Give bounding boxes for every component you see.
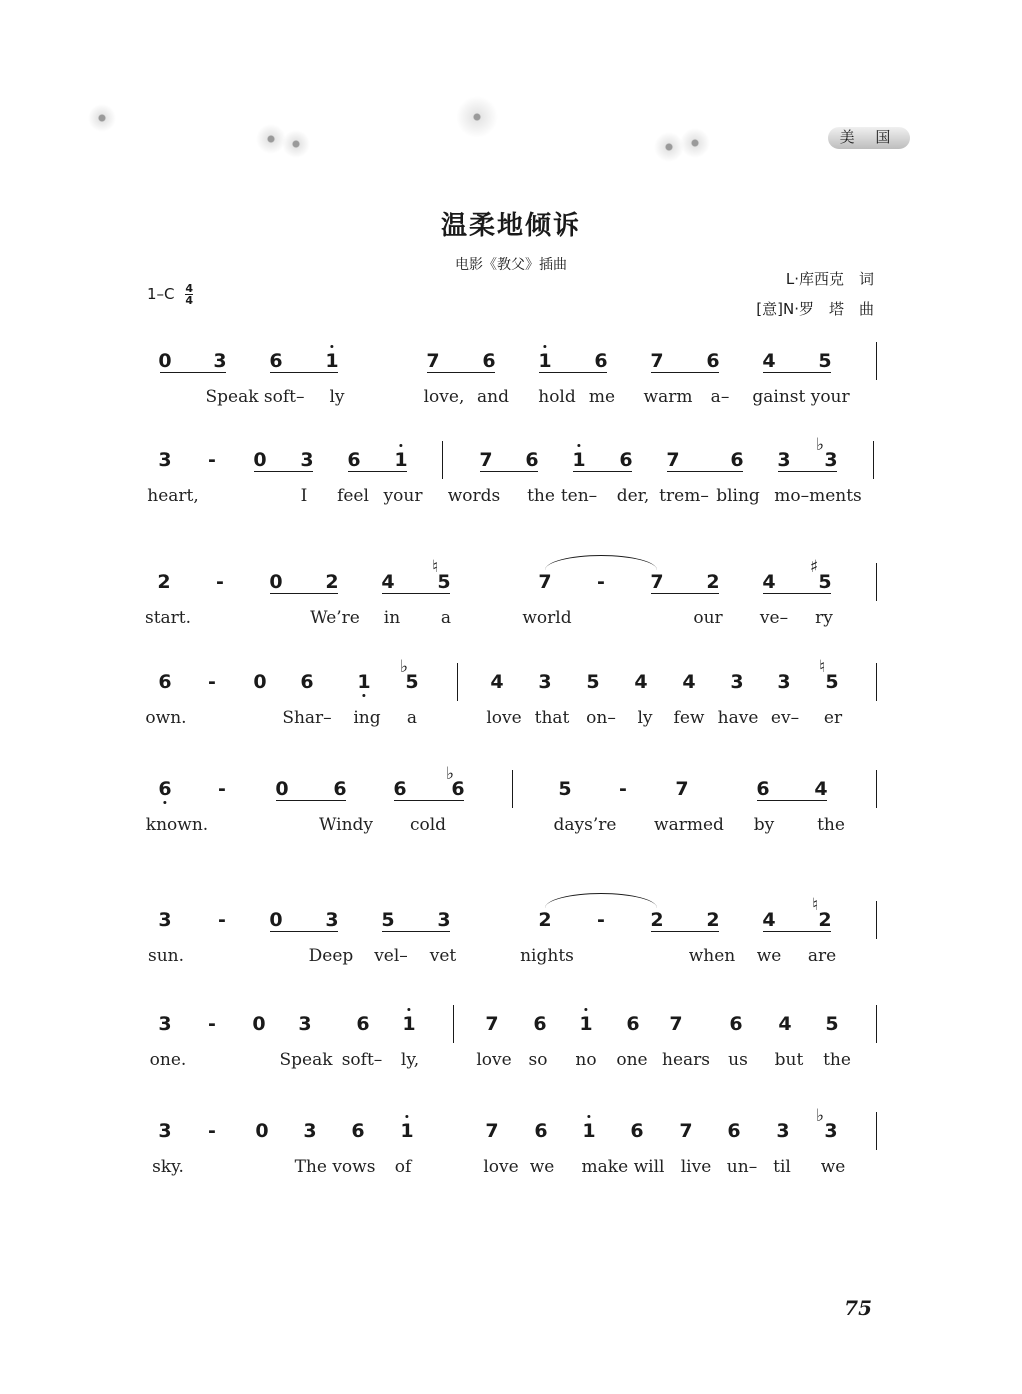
note: 3 <box>158 1120 172 1142</box>
lyric-syllable: er <box>823 708 843 728</box>
note: 7 <box>485 1120 499 1142</box>
composer-credit: [意]N·罗 塔 曲 <box>756 300 874 318</box>
lyric-syllable: soft– <box>341 1050 383 1070</box>
lyric-syllable: ly, <box>400 1050 420 1070</box>
note: 4 <box>490 671 504 693</box>
note: 3 <box>158 1013 172 1035</box>
lyric-syllable: heart, <box>147 486 199 506</box>
beam <box>254 471 313 472</box>
lyric-syllable: bling <box>716 486 760 506</box>
lyric-syllable: a <box>406 708 418 728</box>
time-denominator: 4 <box>185 294 193 307</box>
lyric-syllable: I <box>300 486 308 506</box>
note: 1 <box>394 449 408 471</box>
lyric-syllable: so <box>528 1050 548 1070</box>
beam <box>651 931 719 932</box>
note: 6 <box>333 778 347 800</box>
note: 7 <box>650 571 664 593</box>
lyric-syllable: live <box>680 1157 712 1177</box>
beam <box>763 931 831 932</box>
note: 2 <box>818 909 832 931</box>
beam <box>160 372 226 373</box>
note: 2 <box>706 571 720 593</box>
note: 1 <box>325 350 339 372</box>
lyric-syllable: we <box>820 1157 846 1177</box>
note: 6 <box>756 778 770 800</box>
lyric-syllable: The vows <box>294 1157 376 1177</box>
note: 3 <box>538 671 552 693</box>
barline <box>876 770 877 808</box>
lyric-syllable: of <box>394 1157 412 1177</box>
flower-icon <box>456 96 498 138</box>
note: 6 <box>347 449 361 471</box>
note: 6 <box>730 449 744 471</box>
beam <box>427 372 495 373</box>
note: 6 <box>300 671 314 693</box>
note: 4 <box>762 909 776 931</box>
note: 4 <box>762 571 776 593</box>
beam <box>539 372 607 373</box>
lyric-syllable: the <box>817 815 845 835</box>
beam <box>270 593 338 594</box>
lyric-syllable: that <box>534 708 570 728</box>
lyric-syllable: by <box>753 815 775 835</box>
lyric-syllable: are <box>807 946 837 966</box>
lyric-syllable: vet <box>429 946 457 966</box>
note: 6 <box>727 1120 741 1142</box>
barline <box>442 441 443 479</box>
lyric-syllable: Windy <box>318 815 374 835</box>
lyric-syllable: when <box>688 946 736 966</box>
beam <box>270 372 338 373</box>
note: 1 <box>357 671 371 693</box>
note: 3 <box>303 1120 317 1142</box>
note: 4 <box>381 571 395 593</box>
page-number: 75 <box>844 1296 872 1320</box>
note: 6 <box>158 778 172 800</box>
note: 2 <box>706 909 720 931</box>
lyric-syllable: make will <box>581 1157 665 1177</box>
lyric-syllable: one <box>616 1050 648 1070</box>
flower-icon <box>256 124 286 154</box>
note: 1 <box>402 1013 416 1035</box>
accidental: ♯ <box>809 557 819 577</box>
song-title: 温柔地倾诉 <box>440 211 581 241</box>
note: 6 <box>533 1013 547 1035</box>
lyric-syllable: the <box>527 486 555 506</box>
beam <box>270 931 338 932</box>
note: 3 <box>824 1120 838 1142</box>
beam <box>394 800 464 801</box>
lyric-syllable: til <box>773 1157 791 1177</box>
tie <box>545 555 657 570</box>
lyric-syllable: few <box>673 708 705 728</box>
lyric-syllable: world <box>522 608 572 628</box>
note: 7 <box>479 449 493 471</box>
lyric-syllable: have <box>717 708 759 728</box>
lyric-syllable: ly <box>637 708 653 728</box>
barline <box>876 342 877 380</box>
note: 1 <box>582 1120 596 1142</box>
beam <box>382 593 450 594</box>
accidental: ♭ <box>399 657 409 677</box>
lyric-syllable: warmed <box>654 815 724 835</box>
lyric-syllable: words <box>447 486 501 506</box>
note: 0 <box>275 778 289 800</box>
note: 6 <box>630 1120 644 1142</box>
note: 6 <box>158 671 172 693</box>
accidental: ♭ <box>445 764 455 784</box>
lyric-syllable: but <box>774 1050 804 1070</box>
lyric-syllable: us <box>728 1050 748 1070</box>
lyric-syllable: hold <box>538 387 576 407</box>
key-signature <box>147 283 193 306</box>
lyric-syllable: one. <box>149 1050 187 1070</box>
lyric-syllable: the <box>823 1050 851 1070</box>
note: 7 <box>485 1013 499 1035</box>
note: 6 <box>393 778 407 800</box>
note: 4 <box>634 671 648 693</box>
note: 3 <box>824 449 838 471</box>
note: 2 <box>157 571 171 593</box>
lyric-syllable: mo–ments <box>774 486 862 506</box>
note: 3 <box>777 671 791 693</box>
lyric-syllable: We’re <box>310 608 360 628</box>
lyric-syllable: Shar– <box>282 708 332 728</box>
beam <box>348 471 407 472</box>
note: 6 <box>451 778 465 800</box>
note: 5 <box>818 571 832 593</box>
note: 4 <box>682 671 696 693</box>
lyric-syllable: vel– <box>374 946 408 966</box>
note: 3 <box>776 1120 790 1142</box>
lyric-syllable: love <box>483 1157 519 1177</box>
note: 6 <box>729 1013 743 1035</box>
barline <box>457 663 458 701</box>
note: 7 <box>675 778 689 800</box>
note: 6 <box>534 1120 548 1142</box>
note: - <box>597 571 605 593</box>
lyric-syllable: love <box>486 708 522 728</box>
note: 3 <box>325 909 339 931</box>
lyric-syllable: un– <box>726 1157 758 1177</box>
beam <box>763 372 831 373</box>
accidental: ♭ <box>815 1106 825 1126</box>
lyric-syllable: ry <box>815 608 833 628</box>
lyric-syllable: warm <box>643 387 693 407</box>
note: 5 <box>586 671 600 693</box>
note: 0 <box>253 671 267 693</box>
lyric-syllable: Speak <box>279 1050 333 1070</box>
lyric-syllable: sky. <box>152 1157 184 1177</box>
lyric-syllable: Deep <box>308 946 354 966</box>
note: 2 <box>538 909 552 931</box>
lyric-syllable: feel <box>337 486 369 506</box>
note: 3 <box>437 909 451 931</box>
accidental: ♮ <box>431 557 439 577</box>
note: - <box>218 909 226 931</box>
note: 6 <box>706 350 720 372</box>
note: 6 <box>269 350 283 372</box>
note: 1 <box>400 1120 414 1142</box>
note: - <box>619 778 627 800</box>
lyric-syllable: in <box>383 608 401 628</box>
barline <box>876 1112 877 1150</box>
note: 7 <box>650 350 664 372</box>
lyric-syllable: hears <box>662 1050 710 1070</box>
note: 0 <box>255 1120 269 1142</box>
note: 6 <box>626 1013 640 1035</box>
note: 6 <box>594 350 608 372</box>
beam <box>667 471 743 472</box>
beam <box>651 593 719 594</box>
lyric-syllable: on– <box>586 708 616 728</box>
lyric-syllable: cold <box>409 815 447 835</box>
accidental: ♮ <box>811 895 819 915</box>
flower-icon <box>680 128 710 158</box>
note: 3 <box>300 449 314 471</box>
lyric-syllable: love <box>476 1050 512 1070</box>
lyric-syllable: Speak soft– <box>205 387 305 407</box>
lyric-syllable: ten– <box>560 486 598 506</box>
lyric-syllable: our <box>693 608 723 628</box>
barline <box>876 663 877 701</box>
note: 6 <box>482 350 496 372</box>
note: - <box>597 909 605 931</box>
barline <box>876 563 877 601</box>
tie <box>545 893 657 908</box>
note: 6 <box>525 449 539 471</box>
key-label: 1–C <box>147 285 175 303</box>
barline <box>876 1005 877 1043</box>
lyric-syllable: own. <box>145 708 187 728</box>
lyric-syllable: der, <box>616 486 650 506</box>
note: 1 <box>579 1013 593 1035</box>
lyric-syllable: your <box>383 486 423 506</box>
flower-icon <box>88 104 116 132</box>
barline <box>453 1005 454 1043</box>
lyric-syllable: ev– <box>770 708 800 728</box>
accidental: ♭ <box>815 435 825 455</box>
note: - <box>208 1013 216 1035</box>
lyric-syllable: me <box>588 387 616 407</box>
note: 4 <box>778 1013 792 1035</box>
note: 0 <box>252 1013 266 1035</box>
note: 2 <box>325 571 339 593</box>
note: 0 <box>269 571 283 593</box>
beam <box>382 931 450 932</box>
barline <box>876 901 877 939</box>
lyric-syllable: we <box>529 1157 555 1177</box>
note: 5 <box>437 571 451 593</box>
note: - <box>218 778 226 800</box>
note: 7 <box>666 449 680 471</box>
note: 5 <box>405 671 419 693</box>
note: 3 <box>730 671 744 693</box>
lyric-syllable: sun. <box>147 946 185 966</box>
lyric-syllable: no <box>575 1050 597 1070</box>
note: 5 <box>825 671 839 693</box>
note: - <box>208 1120 216 1142</box>
song-subtitle: 电影《教父》插曲 <box>455 257 567 273</box>
barline <box>873 441 874 479</box>
lyric-syllable: start. <box>144 608 192 628</box>
note: 5 <box>825 1013 839 1035</box>
note: 5 <box>381 909 395 931</box>
lyric-syllable: ing <box>353 708 381 728</box>
note: 2 <box>650 909 664 931</box>
note: - <box>216 571 224 593</box>
lyric-syllable: days’re <box>553 815 617 835</box>
time-numerator: 4 <box>185 282 193 295</box>
note: 3 <box>298 1013 312 1035</box>
flower-icon <box>654 132 684 162</box>
note: 6 <box>619 449 633 471</box>
note: 3 <box>158 909 172 931</box>
note: 7 <box>426 350 440 372</box>
note: 7 <box>669 1013 683 1035</box>
beam <box>573 471 632 472</box>
lyric-syllable: love, <box>423 387 465 407</box>
beam <box>651 372 719 373</box>
lyric-syllable: ve– <box>759 608 789 628</box>
beam <box>480 471 538 472</box>
beam <box>276 800 346 801</box>
lyric-syllable: gainst your <box>752 387 850 407</box>
lyric-syllable: and <box>477 387 509 407</box>
note: 6 <box>356 1013 370 1035</box>
note: 5 <box>558 778 572 800</box>
lyric-syllable: trem– <box>659 486 709 506</box>
note: 3 <box>213 350 227 372</box>
note: - <box>208 449 216 471</box>
lyric-syllable: we <box>756 946 782 966</box>
note: 0 <box>158 350 172 372</box>
lyric-syllable: known. <box>145 815 209 835</box>
note: 4 <box>814 778 828 800</box>
lyricist-credit: L·库西克 词 <box>785 270 874 288</box>
note: 1 <box>538 350 552 372</box>
lyric-syllable: nights <box>520 946 574 966</box>
beam <box>763 593 831 594</box>
note: 7 <box>538 571 552 593</box>
note: 0 <box>269 909 283 931</box>
lyric-syllable: a <box>440 608 452 628</box>
country-tab: 美 国 <box>828 127 910 149</box>
time-signature <box>185 283 193 306</box>
note: 3 <box>777 449 791 471</box>
note: 6 <box>351 1120 365 1142</box>
flower-icon <box>282 130 310 158</box>
beam <box>757 800 827 801</box>
lyric-syllable: a– <box>710 387 730 407</box>
note: 1 <box>572 449 586 471</box>
note: 4 <box>762 350 776 372</box>
note: - <box>208 671 216 693</box>
note: 0 <box>253 449 267 471</box>
note: 7 <box>679 1120 693 1142</box>
accidental: ♮ <box>818 657 826 677</box>
note: 3 <box>158 449 172 471</box>
note: 5 <box>818 350 832 372</box>
lyric-syllable: ly <box>329 387 345 407</box>
beam <box>778 471 837 472</box>
barline <box>512 770 513 808</box>
